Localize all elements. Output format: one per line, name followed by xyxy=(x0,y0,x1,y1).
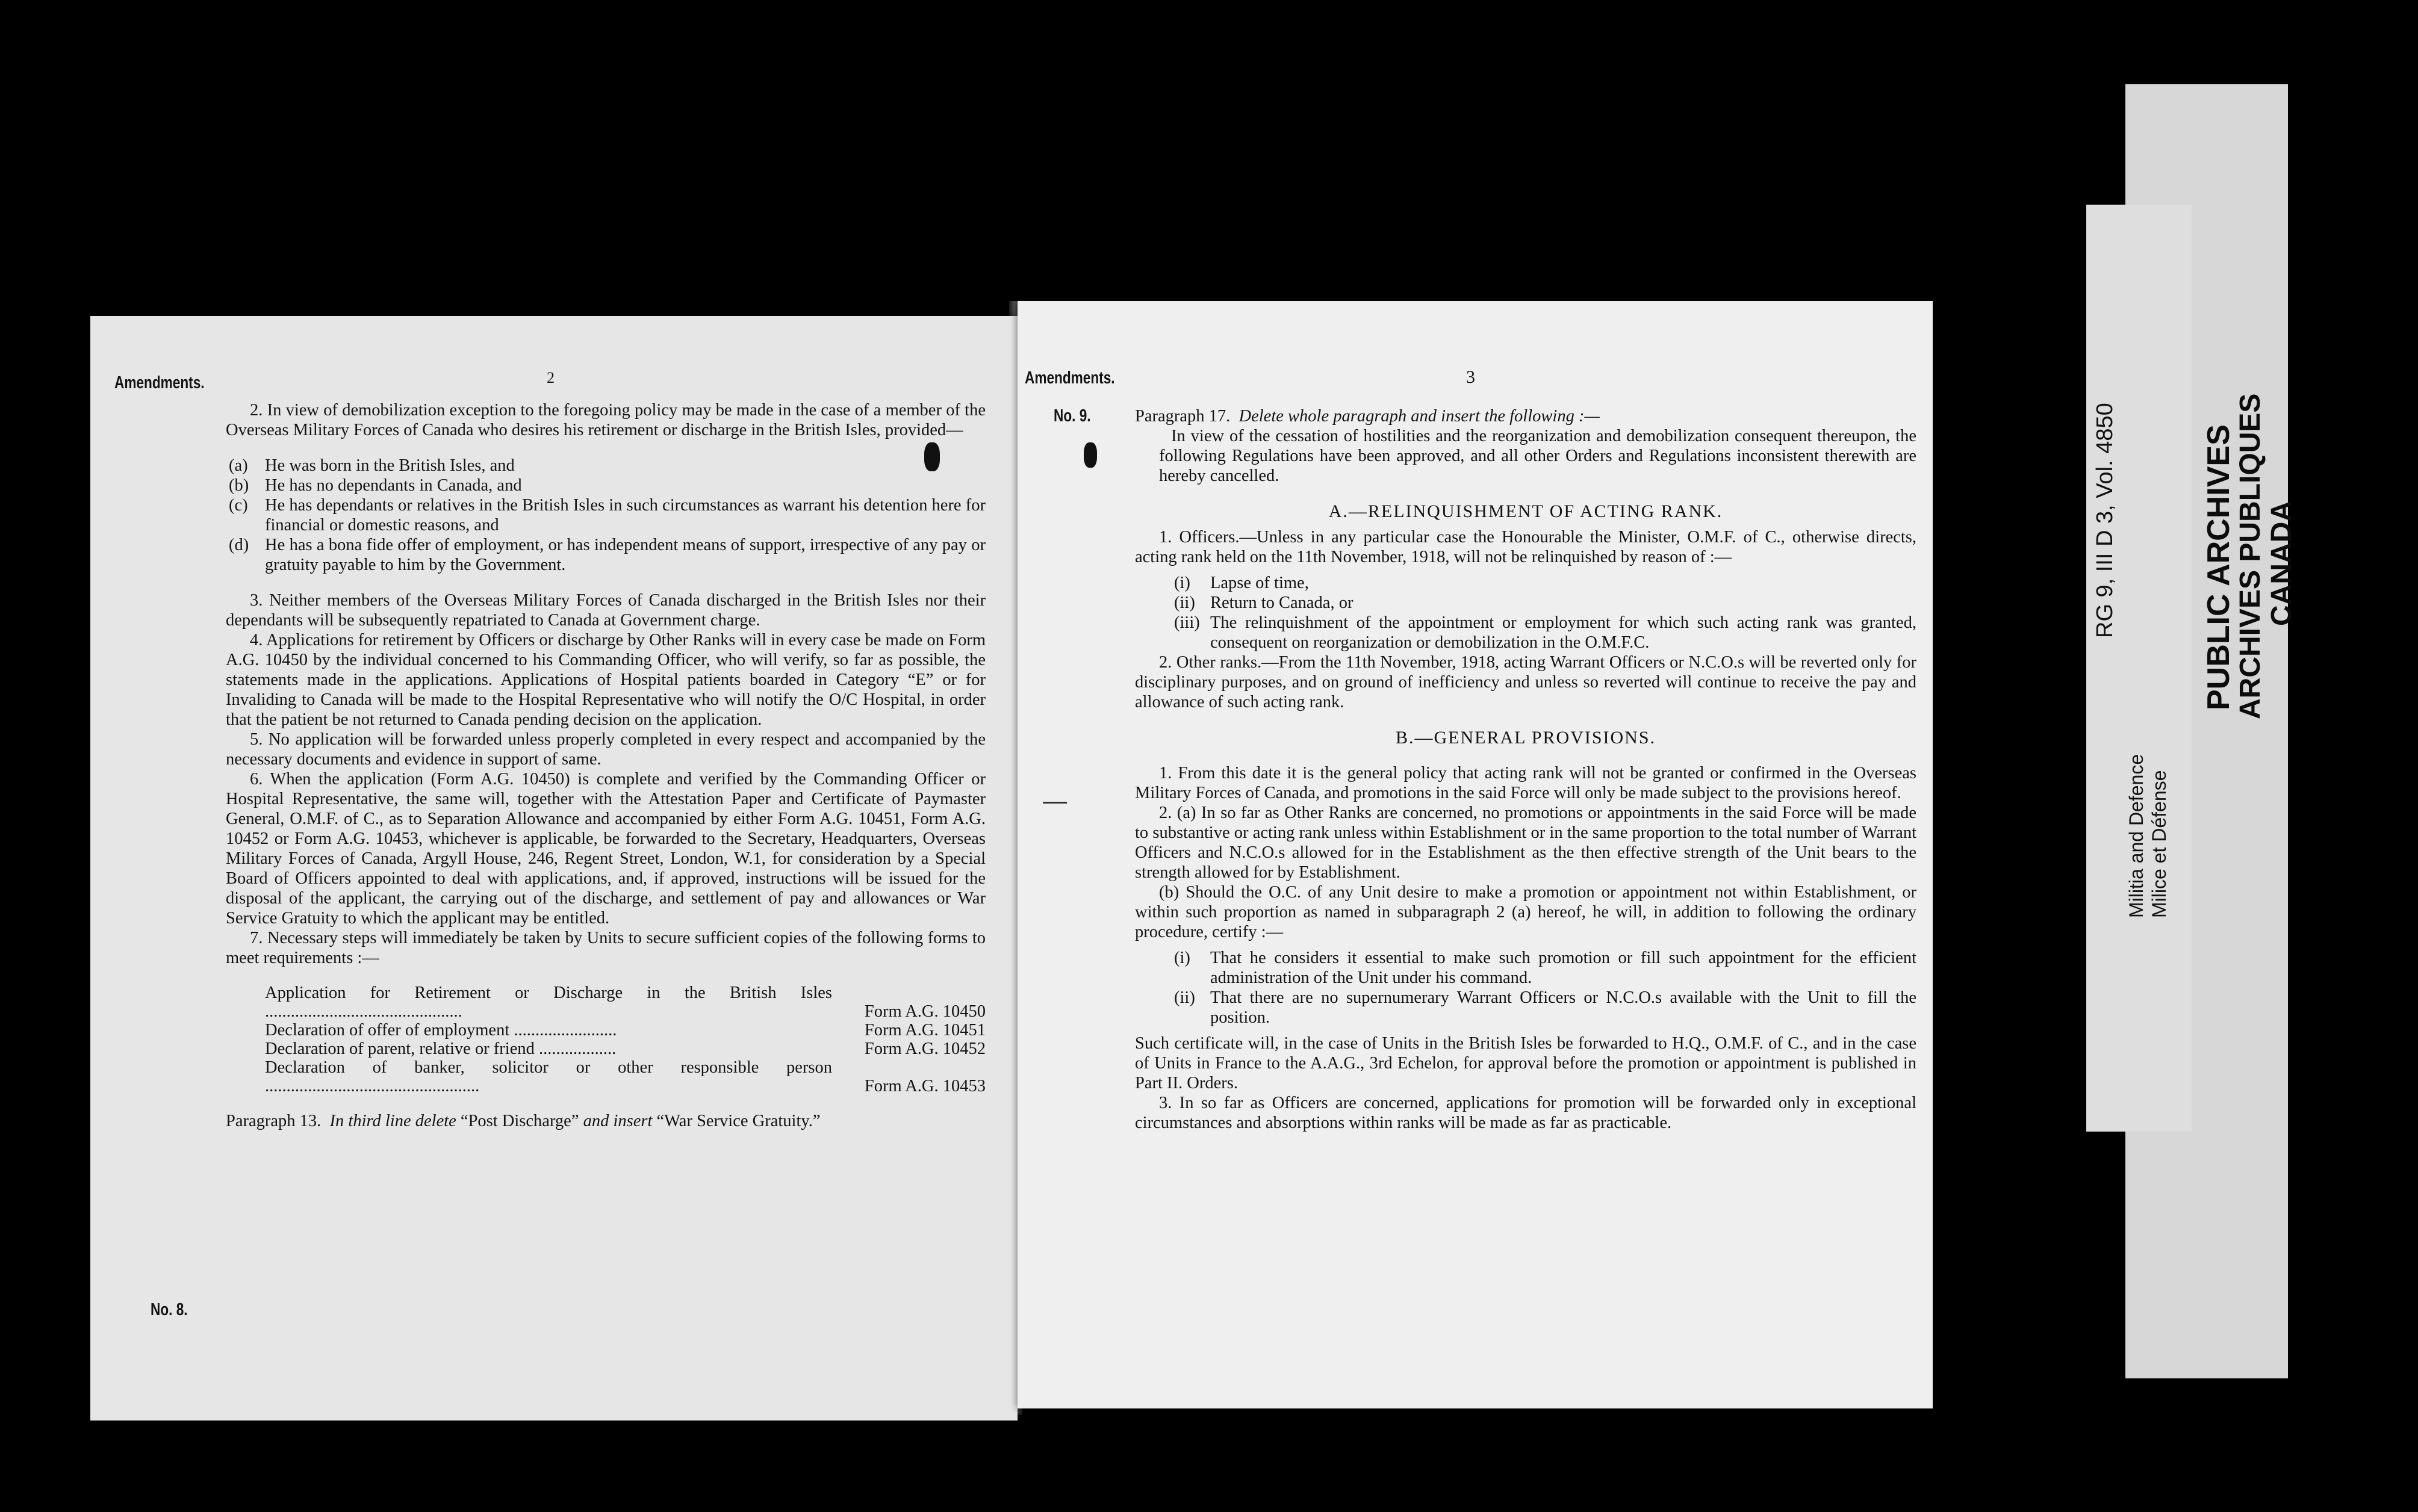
table-row: Declaration of parent, relative or friend .................. Form A.G. 10452 xyxy=(265,1040,986,1058)
paragraph-2: 2. In view of demobilization exception to the foregoing policy may be made in the case of a member of the Overseas Military Forces of Canada who desires his retirement or discharge in the British Isles, provided— xyxy=(226,401,986,439)
certificate-paragraph: Such certificate will, in the case of Units in the British Isles be forwarded to H.Q., O.M.F. of C., and in the case of Units in France to the A.A.G., 3rd Echelon, for approval before the promotion or appointment is published in Part II. Orders. xyxy=(1135,1034,1916,1092)
paragraph-b2b: (b) Should the O.C. of any Unit desire to make a promotion or appointment not within Establishment, or within such proportion as named in subparagraph 2 (a) hereof, he will, in addition to following the ordinary procedure, certify :— xyxy=(1135,883,1916,941)
right-page-number: 3 xyxy=(1466,367,1475,387)
archive-reference: RG 9, III D 3, Vol. 4850 xyxy=(2092,403,2118,638)
archive-name-en: PUBLIC ARCHIVES xyxy=(2201,424,2236,710)
paragraph-5: 5. No application will be forwarded unless properly completed in every respect and accompanied by the necessary documents and evidence in support of same. xyxy=(226,730,986,769)
list-item: (i) That he considers it essential to make such promotion or fill such appointment for the efficient administration of the Unit under his command. xyxy=(1174,949,1916,987)
paragraph-b1: 1. From this date it is the general policy that acting rank will not be granted or confirmed in the Overseas Military Forces of Canada, and promotions in the said Force will only be made subject to the provisions hereof. xyxy=(1135,764,1916,802)
right-page xyxy=(1018,301,1933,1408)
left-page xyxy=(90,316,1018,1421)
left-page-header: Amendments. xyxy=(114,373,205,392)
paragraph-6: 6. When the application (Form A.G. 10450) is complete and verified by the Commanding Officer or Hospital Representative, the same will, together with the Attestation Paper and Certificate of Paymaster General, O.M.F. of C., as to Separation Allowance and accompanied by either Form A.G. 10451, Form A.G. 10452 or Form A.G. 10453, whichever is applicable, be forwarded to the Secretary, Headquarters, Overseas Military Forces of Canada, Argyll House, 246, Regent Street, London, W.1, for consideration by a Special Board of Officers appointed to deal with applications, and, if approved, instructions will be issued for the disposal of the applicant, the carrying out of the discharge, and settlement of pay and allowances or War Service Gratuity to which the applicant may be entitled. xyxy=(226,770,986,928)
archive-department-fr: Milice et Défense xyxy=(2148,770,2170,918)
left-page-body xyxy=(226,400,986,1131)
paragraph-7: 7. Necessary steps will immediately be taken by Units to secure sufficient copies of the following forms to meet requirements :— xyxy=(226,929,986,967)
paragraph-b2a: 2. (a) In so far as Other Ranks are concerned, no promotions or appointments in the said Force will be made to substantive or acting rank unless within Establishment or in the same proportion to the total number of Warrant Officers and N.C.O.s allowed for in the Establishment as the then effective strength of the Unit bears to the strength allowed for by Establishment. xyxy=(1135,804,1916,882)
archive-label-strip xyxy=(2086,205,2192,1132)
amendment-no-8-text: Paragraph 13. In third line delete “Post Discharge” and insert “War Service Gratuity.” xyxy=(226,1112,821,1130)
paragraph-a2: 2. Other ranks.—From the 11th November, 1918, acting Warrant Officers or N.C.O.s will be reverted only for disciplinary purposes, and on ground of inefficiency and unless so reverted will continue to receive the pay and allowance of such acting rank. xyxy=(1135,653,1916,711)
forms-table xyxy=(226,984,986,1095)
table-row: Declaration of offer of employment ........................ Form A.G. 10451 xyxy=(265,1021,986,1040)
section-heading-b: B.—GENERAL PROVISIONS. xyxy=(1395,728,1656,748)
section-heading-a: A.—RELINQUISHMENT OF ACTING RANK. xyxy=(1328,501,1723,521)
paragraph-4: 4. Applications for retirement by Officers or discharge by Other Ranks will in every case be made on Form A.G. 10450 by the individual concerned to his Commanding Officer, who will verify, so far as possible, the statements made in the applications. Applications of Hospital patients boarded in Category “E” or for Invaliding to Canada will be made to the Hospital Representative who will notify the O/C Hospital, in order that the patient be not returned to Canada pending decision on the application. xyxy=(226,631,986,729)
provisions-list xyxy=(226,456,986,575)
list-item: (ii) Return to Canada, or xyxy=(1174,593,1354,612)
list-item: (ii) That there are no supernumerary Warrant Officers or N.C.O.s available with the Unit to fill the position. xyxy=(1174,988,1916,1027)
left-page-number: 2 xyxy=(547,369,555,386)
paragraph-3: 3. Neither members of the Overseas Military Forces of Canada discharged in the British Isles nor their dependants will be subsequently repatriated to Canada at Government charge. xyxy=(226,591,986,630)
amendment-no-8-label: No. 8. xyxy=(151,1300,188,1319)
list-item: (iii) The relinquishment of the appointment or employment for which such acting rank was granted, consequent on reorganization or demobilization in the O.M.F.C. xyxy=(1174,613,1916,652)
list-item: (b) He has no dependants in Canada, and xyxy=(229,476,522,495)
table-row: Declaration of banker, solicitor or other responsible person .................................................. Form A.G. 10453 xyxy=(265,1058,986,1095)
amendment-no-9-text: Paragraph 17. Delete whole paragraph and insert the following :— xyxy=(1135,407,1600,426)
amendment-no-9-label: No. 9. xyxy=(1054,406,1091,426)
list-item: (i) Lapse of time, xyxy=(1174,574,1309,592)
label-card-notch xyxy=(2086,1132,2122,1390)
archive-country: CANADA xyxy=(2266,501,2298,626)
list-item: (d) He has a bona fide offer of employment, or has independent means of support, irrespective of any pay or gratuity payable to him by the Government. xyxy=(229,536,986,574)
right-page-body xyxy=(1135,406,1916,1133)
list-item: (a) He was born in the British Isles, and xyxy=(229,456,515,475)
certify-list xyxy=(1135,948,1916,1027)
paragraph-a1: 1. Officers.—Unless in any particular case the Honourable the Minister, O.M.F. of C., otherwise directs, acting rank held on the 11th November, 1918, will not be relinquished by reason of :— xyxy=(1135,528,1916,566)
table-row: Application for Retirement or Discharge in the British Isles .............................................. Form A.G. 10450 xyxy=(265,984,986,1021)
relinquishment-list xyxy=(1135,573,1916,652)
right-page-header: Amendments. xyxy=(1025,368,1115,388)
margin-dash xyxy=(1043,802,1067,804)
paragraph-b3: 3. In so far as Officers are concerned, applications for promotion will be forwarded only in exceptional circumstances and absorptions within ranks will be made as far as practicable. xyxy=(1135,1094,1916,1132)
ink-blot xyxy=(1084,442,1097,468)
list-item: (c) He has dependants or relatives in the British Isles in such circumstances as warrant his detention here for financial or domestic reasons, and xyxy=(229,496,986,534)
intro-paragraph: In view of the cessation of hostilities and the reorganization and demobilization consequent thereupon, the following Regulations have been approved, and all other Orders and Regulations inconsistent therewith are hereby cancelled. xyxy=(1159,427,1916,485)
archive-name-fr: ARCHIVES PUBLIQUES xyxy=(2234,393,2266,719)
archive-department-en: Militia and Defence xyxy=(2125,754,2147,918)
